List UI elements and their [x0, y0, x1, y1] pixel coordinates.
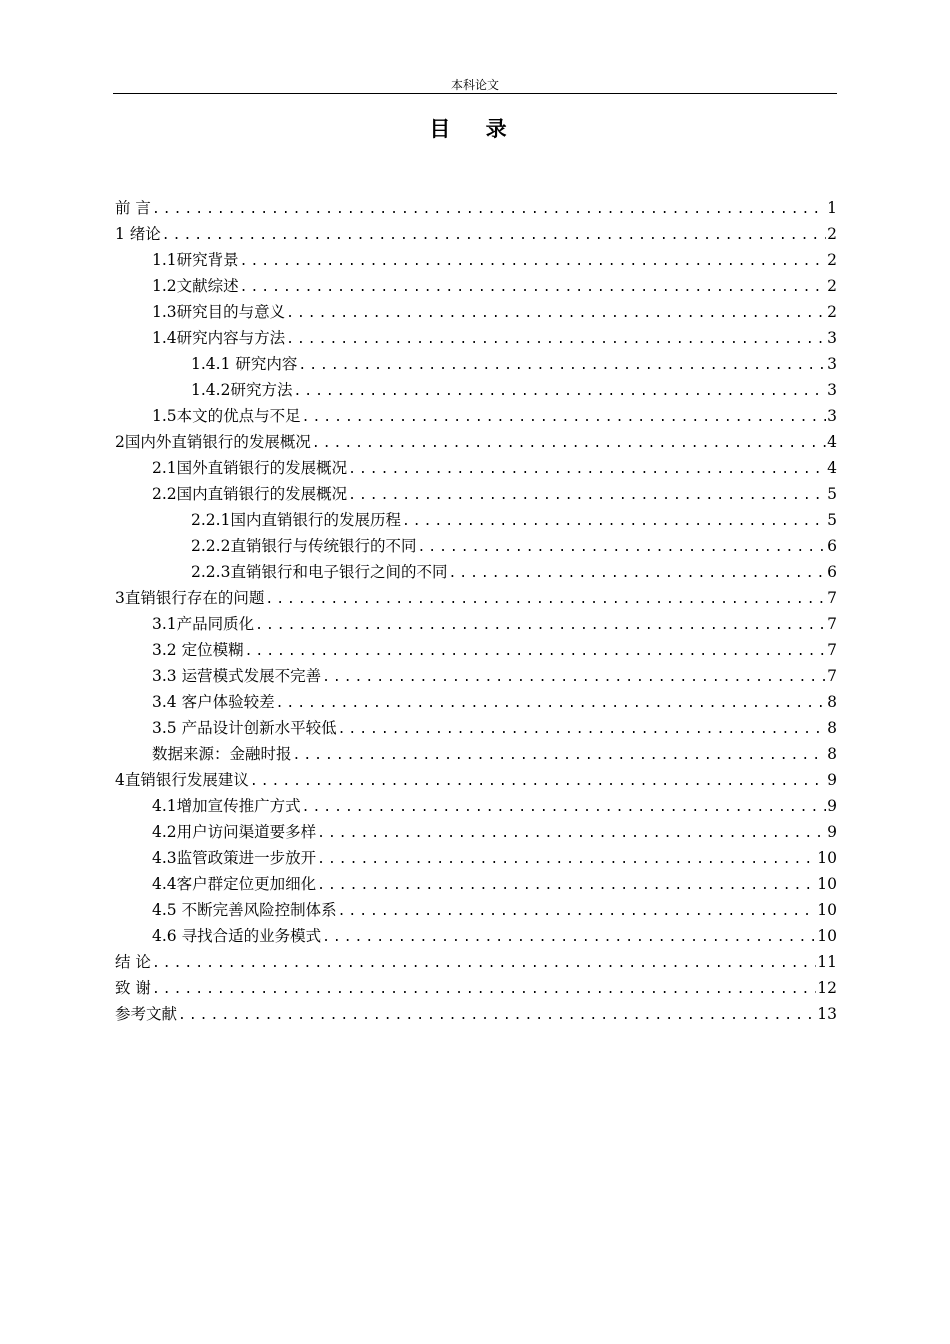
toc-entry-page: 4 — [827, 433, 837, 451]
toc-entry-label: 4直销银行发展建议 — [115, 771, 249, 789]
toc-dot-leader — [317, 821, 826, 847]
toc-entry[interactable] — [115, 585, 837, 611]
toc-entry-label: 1.2文献综述 — [152, 277, 239, 295]
toc-entry-page: 10 — [817, 849, 837, 867]
toc-dot-leader — [240, 275, 826, 301]
toc-entry-label: 1 绪论 — [115, 225, 161, 243]
toc-entry[interactable] — [115, 741, 837, 767]
toc-entry-page: 2 — [827, 251, 837, 269]
toc-dot-leader — [162, 223, 826, 249]
toc-entry-page: 10 — [817, 901, 837, 919]
toc-entry-label: 前 言 — [115, 199, 151, 217]
toc-entry-label: 1.3研究目的与意义 — [152, 303, 286, 321]
toc-entry-label: 4.1增加宣传推广方式 — [152, 797, 301, 815]
toc-entry[interactable] — [115, 299, 837, 325]
toc-entry[interactable] — [115, 689, 837, 715]
toc-entry-page: 9 — [827, 797, 837, 815]
toc-entry-page: 5 — [827, 485, 837, 503]
toc-entry-label: 3.1产品同质化 — [152, 615, 255, 633]
toc-entry-page: 1 — [827, 199, 837, 217]
toc-dot-leader — [293, 379, 826, 405]
toc-dot-leader — [245, 639, 827, 665]
toc-dot-leader — [276, 691, 827, 717]
toc-entry-page: 6 — [827, 537, 837, 555]
toc-entry-page: 13 — [817, 1005, 837, 1023]
toc-entry-label: 2.2.3直销银行和电子银行之间的不同 — [191, 563, 448, 581]
toc-entry-label: 1.4.1 研究内容 — [191, 355, 298, 373]
toc-entry[interactable] — [115, 273, 837, 299]
toc-entry-page: 9 — [827, 823, 837, 841]
header-rule — [113, 93, 837, 94]
toc-entry[interactable] — [115, 611, 837, 637]
toc-entry-page: 7 — [827, 615, 837, 633]
toc-entry-page: 4 — [827, 459, 837, 477]
toc-entry-page: 3 — [827, 407, 837, 425]
toc-dot-leader — [240, 249, 826, 275]
toc-dot-leader — [417, 535, 826, 561]
toc-entry-label: 4.4客户群定位更加细化 — [152, 875, 317, 893]
toc-dot-leader — [317, 847, 816, 873]
toc-entry-page: 12 — [817, 979, 837, 997]
toc-entry-label: 4.2用户访问渠道要多样 — [152, 823, 317, 841]
toc-entry[interactable] — [115, 1001, 837, 1027]
toc-entry-label: 3直销银行存在的问题 — [115, 589, 265, 607]
toc-entry[interactable] — [115, 949, 837, 975]
toc-entry-label: 参考文献 — [115, 1005, 178, 1023]
toc-dot-leader — [322, 925, 816, 951]
toc-entry[interactable] — [115, 481, 837, 507]
toc-entry-page: 8 — [827, 693, 837, 711]
toc-entry-label: 3.2 定位模糊 — [152, 641, 244, 659]
toc-entry-label: 1.4研究内容与方法 — [152, 329, 286, 347]
toc-entry[interactable] — [115, 455, 837, 481]
toc-entry-label: 4.6 寻找合适的业务模式 — [152, 927, 322, 945]
toc-entry-page: 7 — [827, 667, 837, 685]
toc-entry-page: 2 — [827, 277, 837, 295]
toc-dot-leader — [348, 483, 826, 509]
toc-entry[interactable] — [115, 793, 837, 819]
toc-dot-leader — [298, 353, 826, 379]
toc-dot-leader — [448, 561, 826, 587]
toc-entry[interactable] — [115, 923, 837, 949]
toc-entry[interactable] — [115, 819, 837, 845]
toc-entry[interactable] — [115, 559, 837, 585]
toc-dot-leader — [348, 457, 826, 483]
toc-entry[interactable] — [115, 325, 837, 351]
toc-entry[interactable] — [115, 975, 837, 1001]
toc-dot-leader — [286, 327, 826, 353]
toc-entry[interactable] — [115, 637, 837, 663]
toc-dot-leader — [317, 873, 816, 899]
toc-entry-label: 1.1研究背景 — [152, 251, 239, 269]
toc-dot-leader — [293, 743, 827, 769]
toc-entry-page: 6 — [827, 563, 837, 581]
toc-dot-leader — [312, 431, 826, 457]
toc-entry-label: 2国内外直销银行的发展概况 — [115, 433, 311, 451]
toc-entry-page: 11 — [817, 953, 837, 971]
toc-entry-page: 7 — [827, 641, 837, 659]
toc-entry-label: 1.5本文的优点与不足 — [152, 407, 301, 425]
toc-entry-page: 10 — [817, 875, 837, 893]
toc-entry[interactable] — [115, 845, 837, 871]
toc-entry-label: 2.2.1国内直销银行的发展历程 — [191, 511, 401, 529]
toc-entry[interactable] — [115, 195, 837, 221]
toc-entry-label: 4.5 不断完善风险控制体系 — [152, 901, 337, 919]
toc-dot-leader — [302, 795, 826, 821]
toc-entry-page: 3 — [827, 381, 837, 399]
page-header: 本科论文 — [450, 78, 499, 92]
toc-entry[interactable] — [115, 897, 837, 923]
toc-entry-label: 3.3 运营模式发展不完善 — [152, 667, 322, 685]
toc-entry-label: 结 论 — [115, 953, 151, 971]
toc-entry-label: 3.5 产品设计创新水平较低 — [152, 719, 337, 737]
toc-dot-leader — [152, 951, 816, 977]
toc-entry-page: 5 — [827, 511, 837, 529]
toc-entry-label: 1.4.2研究方法 — [191, 381, 293, 399]
toc-entry-label: 2.1国外直销银行的发展概况 — [152, 459, 348, 477]
toc-entry[interactable] — [115, 507, 837, 533]
toc-entry-page: 7 — [827, 589, 837, 607]
toc-entry[interactable] — [115, 429, 837, 455]
toc-entry-page: 8 — [827, 745, 837, 763]
toc-entry-label: 2.2.2直销银行与传统银行的不同 — [191, 537, 417, 555]
toc-entry-page: 10 — [817, 927, 837, 945]
toc-dot-leader — [286, 301, 826, 327]
toc-entry[interactable] — [115, 533, 837, 559]
toc-entry-page: 2 — [827, 303, 837, 321]
toc-entry[interactable] — [115, 221, 837, 247]
toc-dot-leader — [152, 197, 826, 223]
page-title: 目 录 — [429, 117, 521, 141]
toc-entry-label: 致 谢 — [115, 979, 151, 997]
table-of-contents — [115, 195, 837, 1027]
toc-entry[interactable] — [115, 351, 837, 377]
toc-dot-leader — [402, 509, 826, 535]
toc-entry[interactable] — [115, 403, 837, 429]
toc-dot-leader — [338, 717, 827, 743]
toc-dot-leader — [338, 899, 817, 925]
toc-entry-page: 3 — [827, 329, 837, 347]
toc-entry[interactable] — [115, 663, 837, 689]
toc-entry-page: 3 — [827, 355, 837, 373]
toc-entry-page: 8 — [827, 719, 837, 737]
toc-entry-page: 9 — [827, 771, 837, 789]
toc-entry[interactable] — [115, 247, 837, 273]
toc-entry[interactable] — [115, 871, 837, 897]
toc-entry-page: 2 — [827, 225, 837, 243]
toc-entry[interactable] — [115, 715, 837, 741]
toc-dot-leader — [152, 977, 816, 1003]
toc-dot-leader — [255, 613, 826, 639]
toc-dot-leader — [178, 1003, 816, 1029]
toc-dot-leader — [250, 769, 826, 795]
toc-entry-label: 3.4 客户体验较差 — [152, 693, 275, 711]
toc-entry-label: 数据来源：金融时报 — [152, 745, 292, 763]
toc-entry-label: 2.2国内直销银行的发展概况 — [152, 485, 348, 503]
toc-entry[interactable] — [115, 377, 837, 403]
toc-dot-leader — [265, 587, 826, 613]
toc-entry-label: 4.3监管政策进一步放开 — [152, 849, 317, 867]
toc-dot-leader — [322, 665, 826, 691]
toc-dot-leader — [302, 405, 826, 431]
toc-entry[interactable] — [115, 767, 837, 793]
